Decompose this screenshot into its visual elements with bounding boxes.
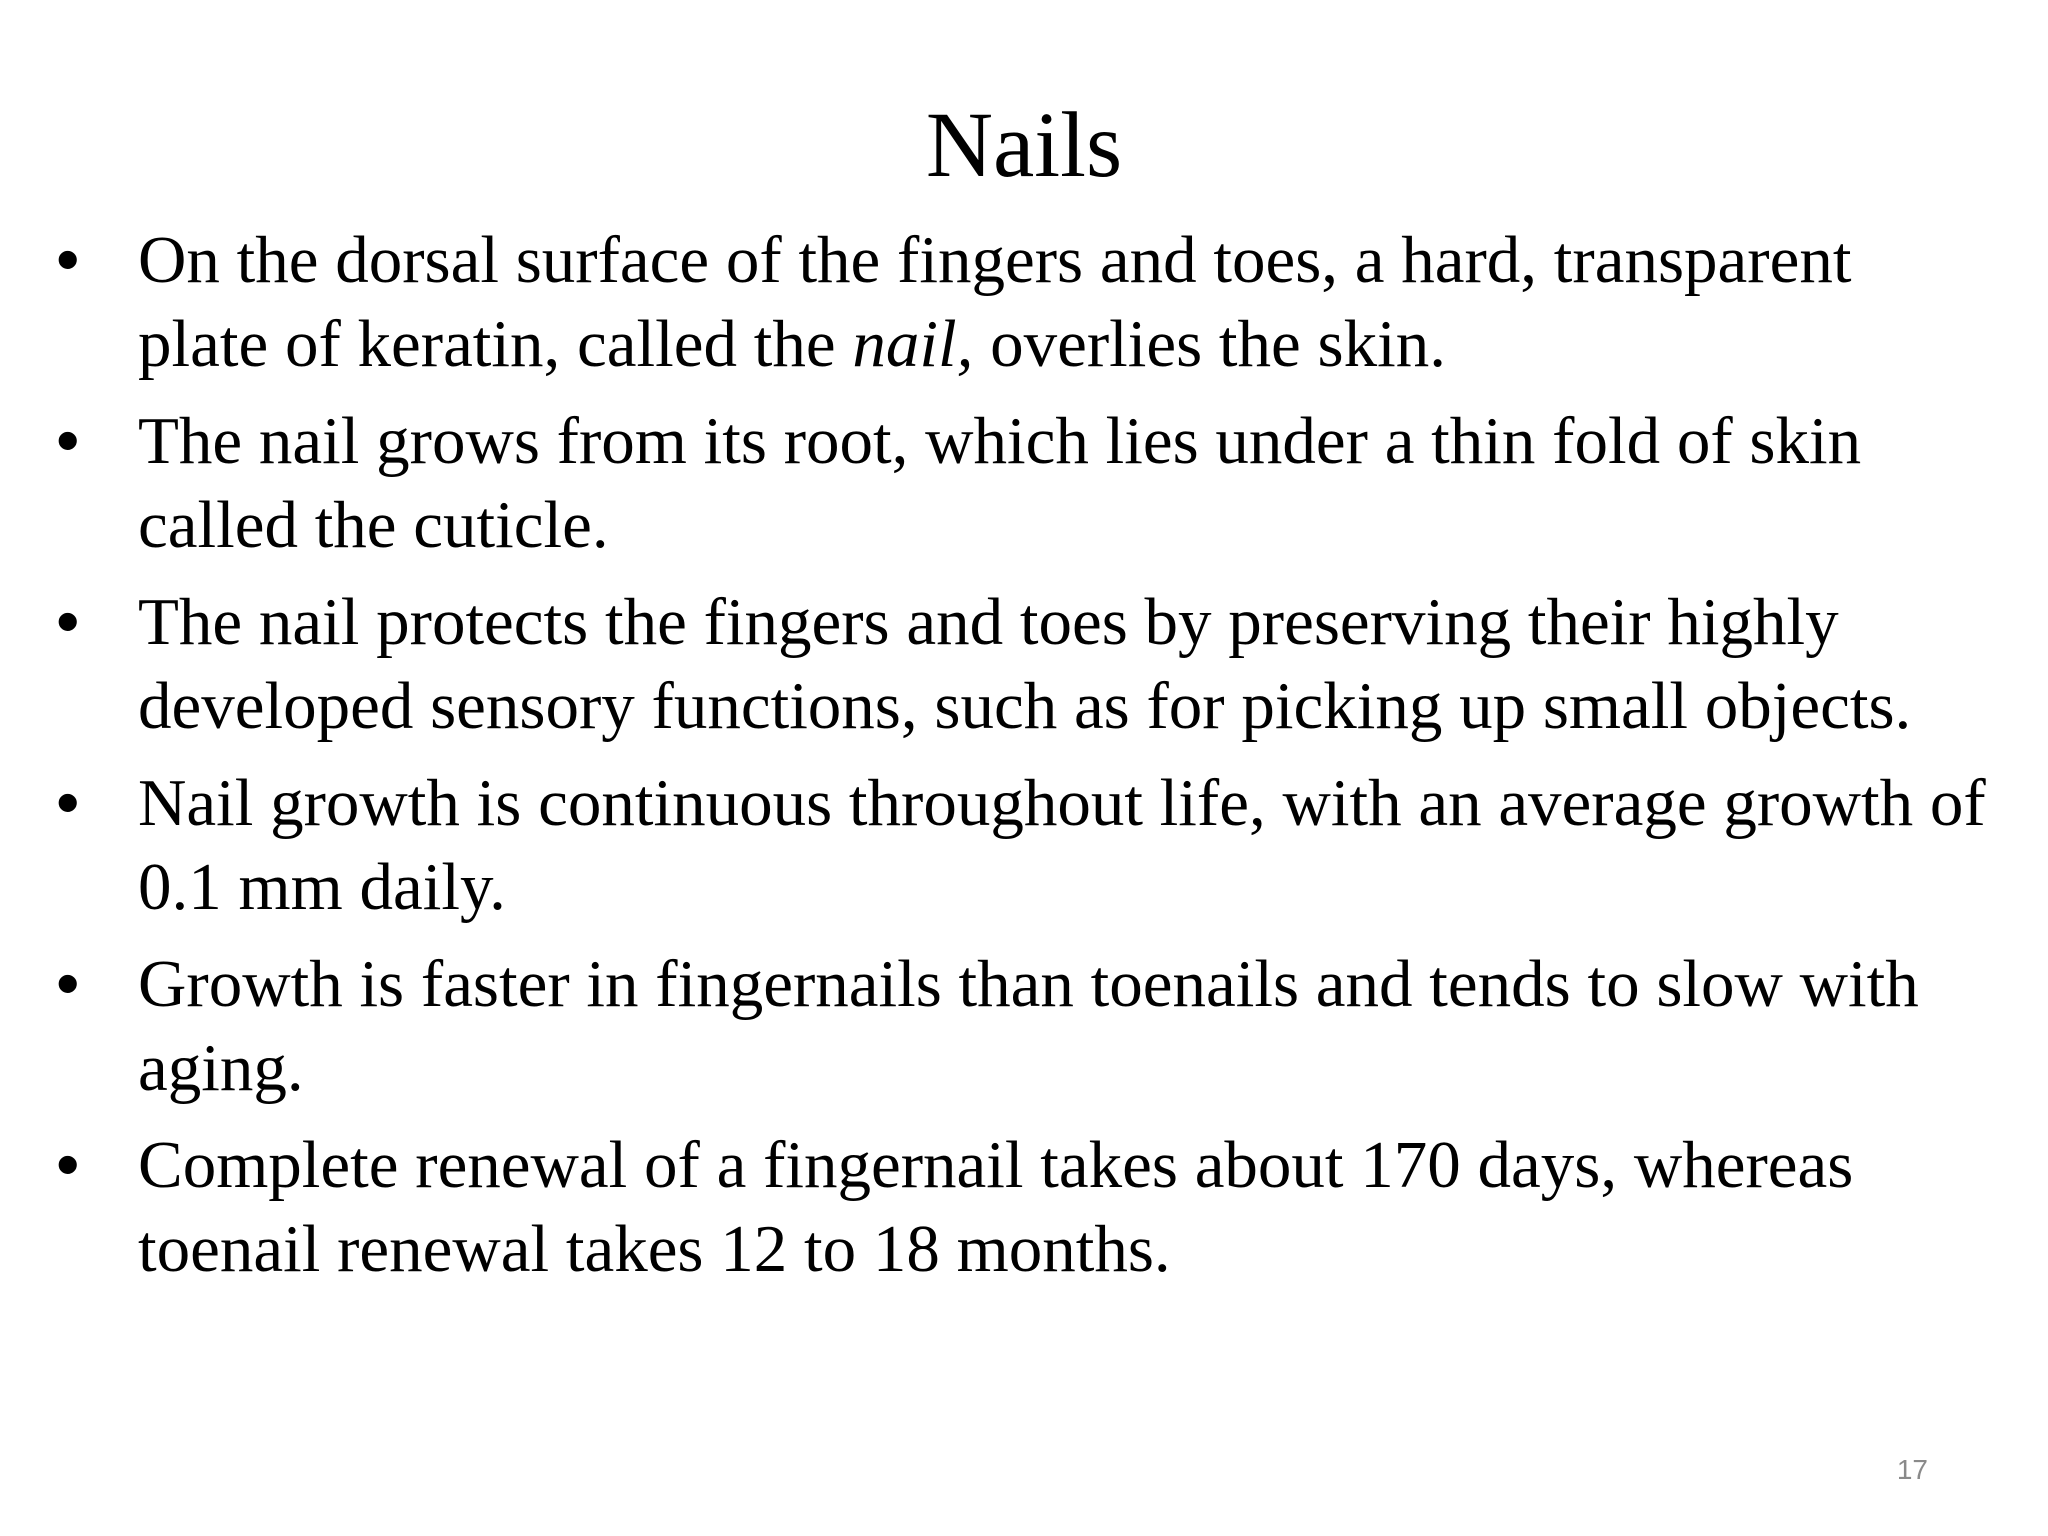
bullet-text-line: The nail grows from its root, which lies under a thin fold of skin [138,404,1862,478]
bullet-dot-icon: • [56,584,80,659]
slide-title: Nails [925,94,1123,197]
bullet-text-line: overlies the skin. [973,307,1446,381]
bullet-text-line: The nail protects the fingers and toes by preserving their highly [138,585,1839,659]
bullet-dot-icon: • [56,1127,80,1202]
page-number: 17 [1896,1454,1928,1485]
bullet-dot-icon: • [56,765,80,840]
bullet-dot-icon: • [56,946,80,1021]
bullet-text-line: called the cuticle. [138,488,609,562]
bullet-item [0,761,2048,929]
bullet-text-line: Complete renewal of a fingernail takes about 170 days, whereas [138,1128,1854,1202]
bullet-list [0,218,2048,1304]
bullet-item [0,1123,2048,1291]
bullet-item [0,942,2048,1110]
bullet-dot-icon: • [56,403,80,478]
bullet-item [0,580,2048,748]
emphasized-term: nail, [852,307,974,381]
bullet-text-line: plate of keratin, called the [138,307,853,381]
bullet-text-line: toenail renewal takes 12 to 18 months. [138,1212,1171,1286]
bullet-text-line: Growth is faster in fingernails than toenails and tends to slow with [138,947,1919,1021]
bullet-dot-icon: • [56,222,80,297]
bullet-text-line: On the dorsal surface of the fingers and toes, a hard, transparent [138,223,1852,297]
bullet-item [0,218,2048,386]
bullet-item [0,399,2048,567]
bullet-text-line: aging. [138,1031,304,1105]
bullet-text-line: developed sensory functions, such as for picking up small objects. [138,669,1912,743]
bullet-text-line: Nail growth is continuous throughout life, with an average growth of [138,766,1986,840]
bullet-text-line: 0.1 mm daily. [138,850,506,924]
